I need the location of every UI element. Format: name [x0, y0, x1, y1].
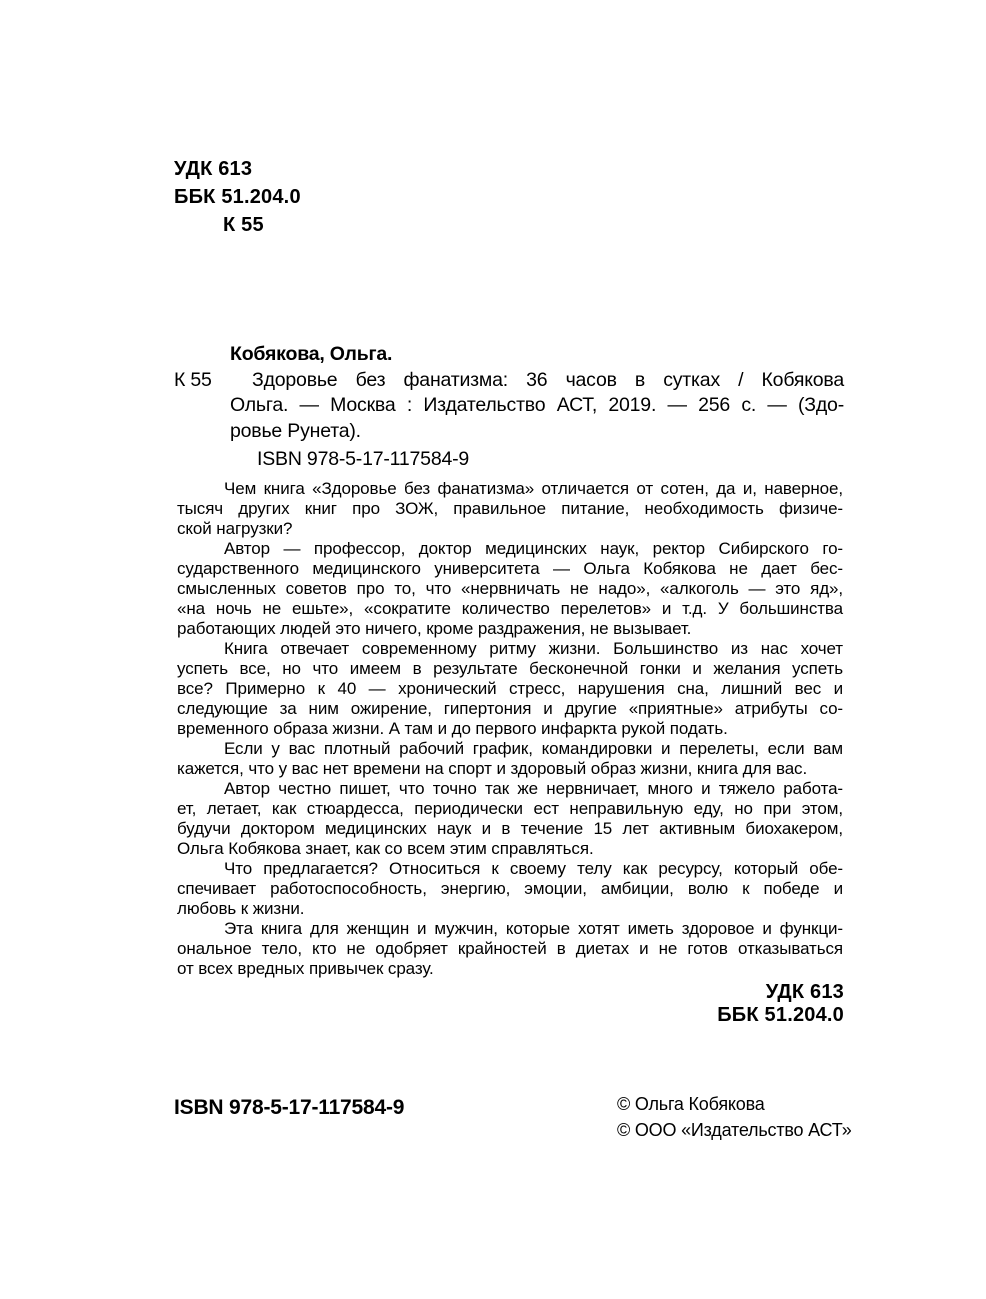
cip-line: Ольга. — Москва : Издательство АСТ, 2019. — 256 с. — (Здо- [230, 394, 844, 416]
annotation-line: Книга отвечает современному ритму жизни. Большинство из нас хочет [224, 639, 843, 658]
annotation-line: «на ночь не ешьте», «сократите количество перелетов» и т.д. У большинства [177, 599, 843, 618]
annotation-line: любовь к жизни. [177, 899, 305, 918]
annotation-line: ской нагрузки? [177, 519, 293, 538]
cip-author-sign: К 55 [174, 368, 212, 391]
copyright-line: © ООО «Издательство АСТ» [617, 1120, 852, 1140]
annotation-paragraph [177, 739, 843, 779]
cip-author-line: Кобякова, Ольга. [230, 343, 393, 365]
copyright-line: © Ольга Кобякова [617, 1094, 765, 1114]
annotation-paragraph [177, 779, 843, 859]
annotation-paragraph [177, 919, 843, 979]
annotation-line: тысяч других книг про ЗОЖ, правильное питание, необходимость физиче- [177, 499, 843, 518]
annotation-line: сударственного медицинского университета — Ольга Кобякова не дает бес- [177, 559, 843, 578]
annotation-line: ет, летает, как стюардесса, периодически ест неправильную еду, но при этом, [177, 799, 843, 818]
bbk-number-bottom: ББК 51.204.0 [717, 1004, 844, 1026]
copyright-block [617, 1091, 852, 1143]
annotation-line: все? Примерно к 40 — хронический стресс, нарушения сна, лишний вес и [177, 679, 843, 698]
annotation-line: Чем книга «Здоровье без фанатизма» отличается от сотен, да и, наверное, [224, 479, 843, 498]
annotation-line: будучи доктором медицинских наук и в течение 15 лет активным биохакером, [177, 819, 843, 838]
annotation-line: Автор — профессор, доктор медицинских наук, ректор Сибирского го- [224, 539, 843, 558]
annotation-line: работающих людей это ничего, кроме раздражения, не вызывает. [177, 619, 692, 638]
bbk-number: ББК 51.204.0 [174, 186, 301, 208]
cip-line: ровье Рунета). [230, 419, 361, 442]
annotation-line: следующие за ним ожирение, гипертония и другие «приятные» атрибуты со- [177, 699, 843, 718]
annotation-line: от всех вредных привычек сразу. [177, 959, 434, 978]
udk-number: УДК 613 [174, 158, 253, 180]
annotation-paragraph [177, 479, 843, 539]
annotation [177, 479, 843, 979]
cataloging-codes-top [174, 155, 301, 239]
annotation-line: Автор честно пишет, что точно так же нервничает, много и тяжело работа- [224, 779, 843, 798]
annotation-line: временного образа жизни. А там и до первого инфаркта рукой подать. [177, 719, 728, 738]
cataloging-codes-bottom [717, 981, 844, 1027]
cip-line: Здоровье без фанатизма: 36 часов в сутках / Кобякова [252, 368, 844, 391]
cip-record [174, 342, 844, 473]
footer-isbn: ISBN 978-5-17-117584-9 [174, 1096, 405, 1119]
cip-lines [230, 368, 844, 445]
cip-isbn: ISBN 978-5-17-117584-9 [257, 448, 470, 470]
annotation-line: Что предлагается? Относиться к своему телу как ресурсу, который обе- [224, 859, 843, 878]
annotation-line: Эта книга для женщин и мужчин, которые хотят иметь здоровое и функци- [224, 919, 843, 938]
annotation-line: успеть все, но что имеем в результате бесконечной гонки и желания успеть [177, 659, 843, 678]
annotation-line: Если у вас плотный рабочий график, командировки и перелеты, если вам [224, 739, 843, 758]
author-sign: К 55 [223, 214, 264, 236]
annotation-paragraph [177, 539, 843, 639]
annotation-paragraph [177, 859, 843, 919]
annotation-line: Ольга Кобякова знает, как со всем этим справляться. [177, 839, 594, 858]
cip-body [230, 342, 844, 473]
annotation-line: смысленных советов про то, что «нервничать не надо», «алкоголь — это яд», [177, 579, 843, 598]
annotation-line: ональное тело, кто не одобряет крайностей в диетах и не готов отказываться [177, 939, 843, 958]
annotation-line: кажется, что у вас нет времени на спорт и здоровый образ жизни, книга для вас. [177, 759, 808, 778]
annotation-line: спечивает работоспособность, энергию, эмоции, амбиции, волю к победе и [177, 879, 843, 898]
udk-number-bottom: УДК 613 [765, 981, 844, 1003]
annotation-paragraph [177, 639, 843, 739]
